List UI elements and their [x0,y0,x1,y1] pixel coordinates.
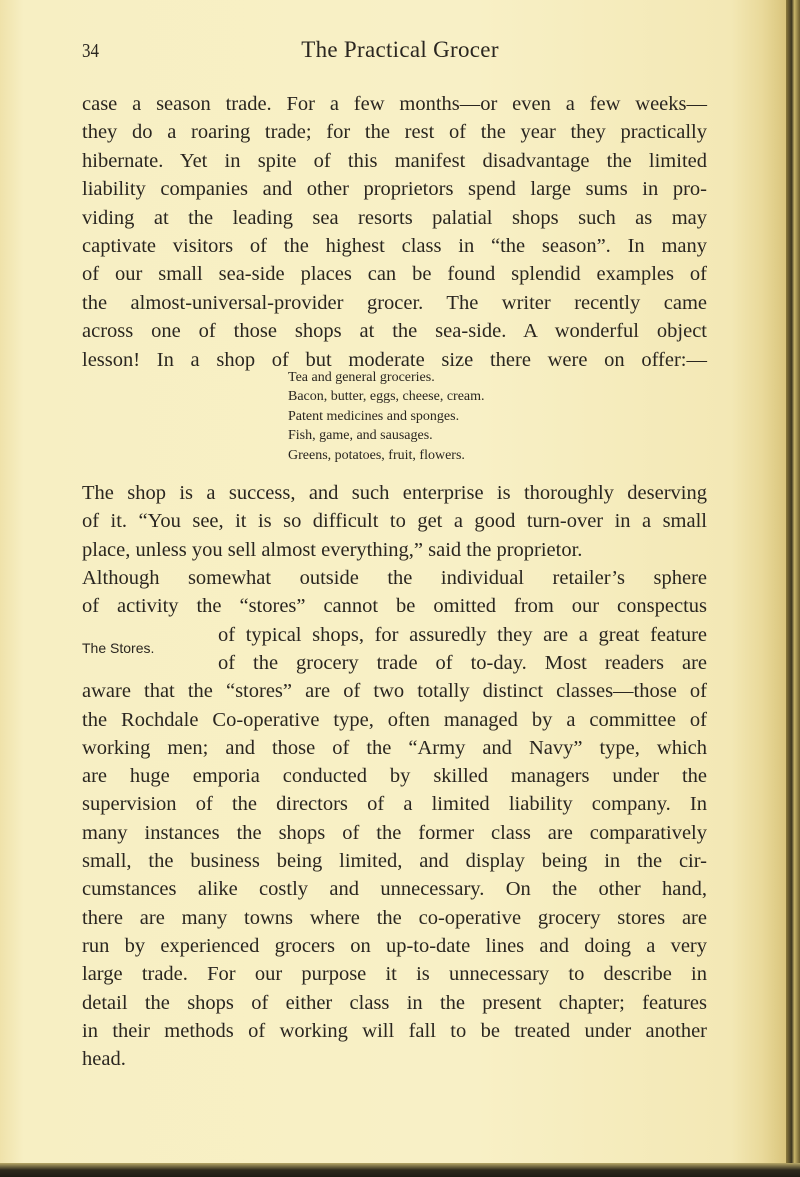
list-item: Greens, potatoes, fruit, flowers. [288,447,465,463]
text-line: place, unless you sell almost everything,” said the proprietor. [82,538,583,561]
text-line: hibernate. Yet in spite of this manifest disadvantage the limited [82,149,707,172]
text-line: in their methods of working will fall to be treated under another [82,1019,707,1042]
list-item: Patent medicines and sponges. [288,408,460,424]
text-line: lesson! In a shop of but moderate size there were on offer:— [82,348,707,371]
text-line: small, the business being limited, and display being in the cir- [82,850,707,872]
text-line: cumstances alike costly and unnecessary. On the other hand, [82,878,707,901]
text-line: of it. “You see, it is so difficult to get a good turn-over in a small [82,510,707,533]
text-line: case a season trade. For a few months—or even a few weeks— [82,93,707,115]
text-line: of our small sea-side places can be found splendid examples of [82,263,707,286]
text-line: of the grocery trade of to-day. Most readers are [218,651,707,674]
text-line: many instances the shops of the former class are comparatively [82,821,707,844]
list-item: Bacon, butter, eggs, cheese, cream. [288,389,485,405]
text-line: of activity the “stores” cannot be omitted from our conspectus [82,595,707,618]
text-line: the almost-universal-provider grocer. The writer recently came [82,291,707,314]
text-line: head. [82,1048,126,1071]
text-line: working men; and those of the “Army and Navy” type, which [82,736,707,759]
list-item: Tea and general groceries. [288,370,435,385]
text-line: Although somewhat outside the individual retailer’s sphere [82,567,707,589]
page-edge [786,0,800,1177]
list-item: Fish, game, and sausages. [288,428,433,444]
text-line: supervision of the directors of a limited liability company. In [82,793,707,816]
text-line: are huge emporia conducted by skilled managers under the [82,765,707,788]
text-line: detail the shops of either class in the present chapter; features [82,991,707,1014]
text-line: run by experienced grocers on up-to-date lines and doing a very [82,934,707,957]
text-line: liability companies and other proprietors spend large sums in pro- [82,178,707,201]
page-number: 34 [82,40,99,62]
running-title: The Practical Grocer [301,37,499,62]
text-line: The shop is a success, and such enterprise is thoroughly deserving [82,482,707,504]
sidenote-the-stores: The Stores. [82,640,155,656]
text-line: captivate visitors of the highest class in “the season”. In many [82,235,707,257]
text-line: they do a roaring trade; for the rest of the year they practically [82,121,707,144]
text-line: there are many towns where the co-operative grocery stores are [82,906,707,929]
page-bottom-edge [0,1163,800,1177]
text-line: viding at the leading sea resorts palatial shops such as may [82,206,707,229]
text-line: aware that the “stores” are of two totally distinct classes—those of [82,680,707,703]
text-line: across one of those shops at the sea-side. A wonderful object [82,320,707,343]
text-line: large trade. For our purpose it is unnecessary to describe in [82,963,707,986]
text-line: of typical shops, for assuredly they are a great feature [218,623,707,646]
text-line: the Rochdale Co-operative type, often managed by a committee of [82,708,707,731]
